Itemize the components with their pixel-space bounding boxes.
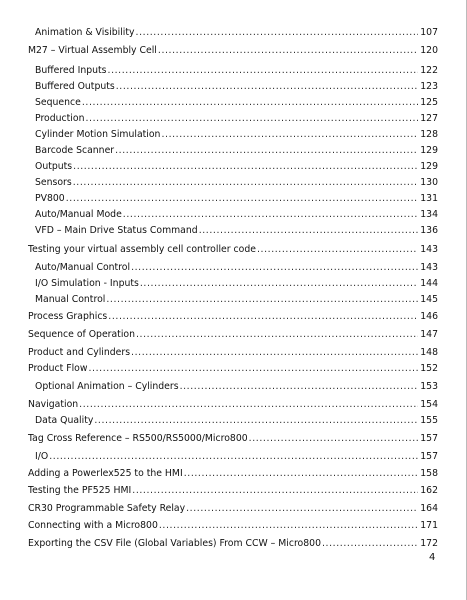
toc-dot-leader (49, 449, 418, 465)
toc-entry-page: 130 (420, 177, 438, 188)
toc-entry[interactable] (28, 143, 438, 159)
toc-dot-leader (94, 413, 418, 429)
toc-dot-leader (108, 63, 419, 79)
toc-entry[interactable] (28, 207, 438, 223)
toc-dot-leader (199, 223, 419, 239)
toc-dot-leader (82, 95, 418, 111)
toc-entry-page: 131 (420, 193, 438, 204)
toc-entry-title: Connecting with a Micro800 (28, 520, 158, 531)
toc-dot-leader (66, 191, 419, 207)
toc-dot-leader (132, 483, 418, 499)
toc-entry-title: Auto/Manual Mode (35, 209, 122, 220)
toc-entry-title: Product and Cylinders (28, 347, 131, 358)
toc-dot-leader (73, 175, 419, 191)
toc-entry-title: Cylinder Motion Simulation (35, 129, 161, 140)
toc-dot-leader (136, 327, 418, 343)
toc-entry[interactable] (28, 95, 438, 111)
toc-entry[interactable] (28, 260, 438, 276)
toc-entry-page: 107 (420, 27, 438, 38)
toc-entry[interactable] (28, 449, 438, 465)
toc-entry-page: 147 (420, 329, 438, 340)
toc-dot-leader (85, 111, 418, 127)
toc-entry-page: 157 (420, 433, 438, 444)
page-number: 4 (429, 552, 436, 563)
toc-entry-title: Barcode Scanner (35, 145, 115, 156)
toc-entry[interactable] (28, 501, 438, 517)
toc-entry-title: Buffered Outputs (35, 81, 115, 92)
toc-entry[interactable] (28, 361, 438, 377)
toc-entry-page: 162 (420, 485, 438, 496)
toc-entry-page: 123 (420, 81, 438, 92)
toc-dot-leader (79, 397, 418, 413)
toc-entry-page: 153 (420, 381, 438, 392)
toc-entry-page: 158 (420, 468, 438, 479)
toc-dot-leader (123, 207, 418, 223)
toc-entry-title: Buffered Inputs (35, 65, 107, 76)
toc-entry-page: 146 (420, 311, 438, 322)
toc-entry[interactable] (28, 518, 438, 534)
toc-entry[interactable] (28, 43, 438, 59)
toc-entry[interactable] (28, 431, 438, 447)
toc-entry-page: 144 (420, 278, 438, 289)
toc-entry-title: Exporting the CSV File (Global Variables) From CCW – Micro800 (28, 538, 321, 549)
toc-entry-title: Data Quality (35, 415, 94, 426)
toc-entry-title: Sequence (35, 97, 81, 108)
toc-entry-title: Tag Cross Reference – RS500/RS5000/Micro800 (28, 433, 248, 444)
toc-entry[interactable] (28, 327, 438, 343)
toc-entry[interactable] (28, 223, 438, 239)
toc-entry-title: Optional Animation – Cylinders (35, 381, 179, 392)
toc-dot-leader (186, 501, 418, 517)
toc-entry[interactable] (28, 345, 438, 361)
toc-dot-leader (106, 292, 418, 308)
toc-entry-page: 172 (420, 538, 438, 549)
toc-entry-page: 127 (420, 113, 438, 124)
toc-entry-page: 136 (420, 225, 438, 236)
toc-entry[interactable] (28, 25, 438, 41)
toc-entry[interactable] (28, 242, 438, 258)
toc-dot-leader (131, 260, 418, 276)
toc-entry-page: 120 (420, 45, 438, 56)
toc-dot-leader (322, 536, 418, 552)
toc-entry-title: VFD – Main Drive Status Command (35, 225, 198, 236)
toc-entry-title: Production (35, 113, 85, 124)
toc-entry[interactable] (28, 292, 438, 308)
toc-entry[interactable] (28, 127, 438, 143)
toc-dot-leader (131, 345, 418, 361)
toc-entry-page: 128 (420, 129, 438, 140)
toc-entry[interactable] (28, 159, 438, 175)
toc-entry-title: I/O Simulation - Inputs (35, 278, 139, 289)
toc-entry[interactable] (28, 483, 438, 499)
toc-entry-page: 122 (420, 65, 438, 76)
toc-entry-page: 143 (420, 244, 438, 255)
toc-entry-page: 134 (420, 209, 438, 220)
toc-entry-page: 164 (420, 503, 438, 514)
toc-dot-leader (249, 431, 419, 447)
toc-entry-title: Navigation (28, 399, 79, 410)
toc-entry-page: 129 (420, 161, 438, 172)
toc-entry[interactable] (28, 111, 438, 127)
toc-entry-title: Sensors (35, 177, 72, 188)
toc-entry[interactable] (28, 79, 438, 95)
toc-entry-title: Process Graphics (28, 311, 108, 322)
toc-entry[interactable] (28, 191, 438, 207)
toc-dot-leader (159, 518, 418, 534)
toc-entry[interactable] (28, 276, 438, 292)
toc-entry-title: Auto/Manual Control (35, 262, 131, 273)
toc-dot-leader (158, 43, 418, 59)
toc-dot-leader (184, 466, 419, 482)
toc-entry-title: Manual Control (35, 294, 106, 305)
toc-entry[interactable] (28, 397, 438, 413)
toc-entry-title: Product Flow (28, 363, 88, 374)
toc-dot-leader (161, 127, 418, 143)
toc-dot-leader (140, 276, 418, 292)
toc-dot-leader (136, 25, 419, 41)
toc-entry-page: 157 (420, 451, 438, 462)
toc-entry[interactable] (28, 309, 438, 325)
toc-entry-title: Outputs (35, 161, 73, 172)
toc-entry-page: 143 (420, 262, 438, 273)
toc-dot-leader (180, 379, 419, 395)
toc-entry-title: Animation & Visibility (35, 27, 135, 38)
toc-entry[interactable] (28, 466, 438, 482)
toc-entry-title: Testing the PF525 HMI (28, 485, 132, 496)
toc-entry[interactable] (28, 536, 438, 552)
toc-entry[interactable] (28, 63, 438, 79)
toc-dot-leader (108, 309, 418, 325)
toc-entry-title: M27 – Virtual Assembly Cell (28, 45, 157, 56)
toc-entry-title: PV800 (35, 193, 65, 204)
toc-entry-title: Adding a Powerlex525 to the HMI (28, 468, 183, 479)
toc-entry-page: 152 (420, 363, 438, 374)
toc-entry-page: 129 (420, 145, 438, 156)
toc-dot-leader (73, 159, 418, 175)
toc-entry-page: 154 (420, 399, 438, 410)
toc-dot-leader (115, 143, 418, 159)
toc-entry-page: 155 (420, 415, 438, 426)
toc-entry-page: 145 (420, 294, 438, 305)
toc-entry[interactable] (28, 379, 438, 395)
toc-entry-title: Testing your virtual assembly cell controller code (28, 244, 256, 255)
toc-entry-page: 125 (420, 97, 438, 108)
toc-dot-leader (88, 361, 418, 377)
toc-entry[interactable] (28, 175, 438, 191)
toc-entry-title: CR30 Programmable Safety Relay (28, 503, 186, 514)
toc-entry[interactable] (28, 413, 438, 429)
toc-dot-leader (116, 79, 419, 95)
toc-entry-title: I/O (35, 451, 49, 462)
toc-dot-leader (257, 242, 418, 258)
toc-entry-page: 171 (420, 520, 438, 531)
toc-entry-page: 148 (420, 347, 438, 358)
toc-entry-title: Sequence of Operation (28, 329, 135, 340)
